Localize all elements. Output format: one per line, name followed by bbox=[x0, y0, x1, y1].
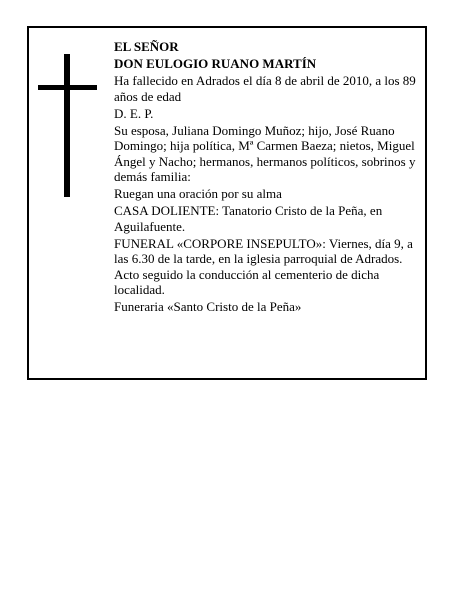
family-members: Su esposa, Juliana Domingo Muñoz; hijo, José Ruano Domingo; hija política, Mª Carmen Baeza; nietos, Miguel Ángel y Nacho; hermanos, hermanos políticos, sobrinos y demás familia: bbox=[114, 122, 416, 184]
cross-icon bbox=[38, 54, 97, 197]
deceased-title: EL SEÑOR bbox=[114, 39, 179, 54]
funeral-details: FUNERAL «CORPORE INSEPULTO»: Viernes, día 9, a las 6.30 de la tarde, en la iglesia parroquial de Adrados. Acto seguido la conducción al cementerio de dicha localidad. bbox=[114, 235, 413, 297]
death-info: Ha fallecido en Adrados el día 8 de abril de 2010, a los 89 años de edad bbox=[114, 73, 416, 104]
rest-in-peace: D. E. P. bbox=[114, 105, 154, 121]
funeral-home: Funeraria «Santo Cristo de la Peña» bbox=[114, 299, 302, 314]
prayer-request: Ruegan una oración por su alma bbox=[114, 186, 282, 201]
cross-vertical-bar bbox=[64, 54, 70, 197]
deceased-name: DON EULOGIO RUANO MARTÍN bbox=[114, 56, 317, 71]
obituary-text bbox=[114, 39, 424, 316]
cross-horizontal-bar bbox=[38, 85, 97, 90]
mourning-house: CASA DOLIENTE: Tanatorio Cristo de la Peña, en Aguilafuente. bbox=[114, 203, 383, 234]
